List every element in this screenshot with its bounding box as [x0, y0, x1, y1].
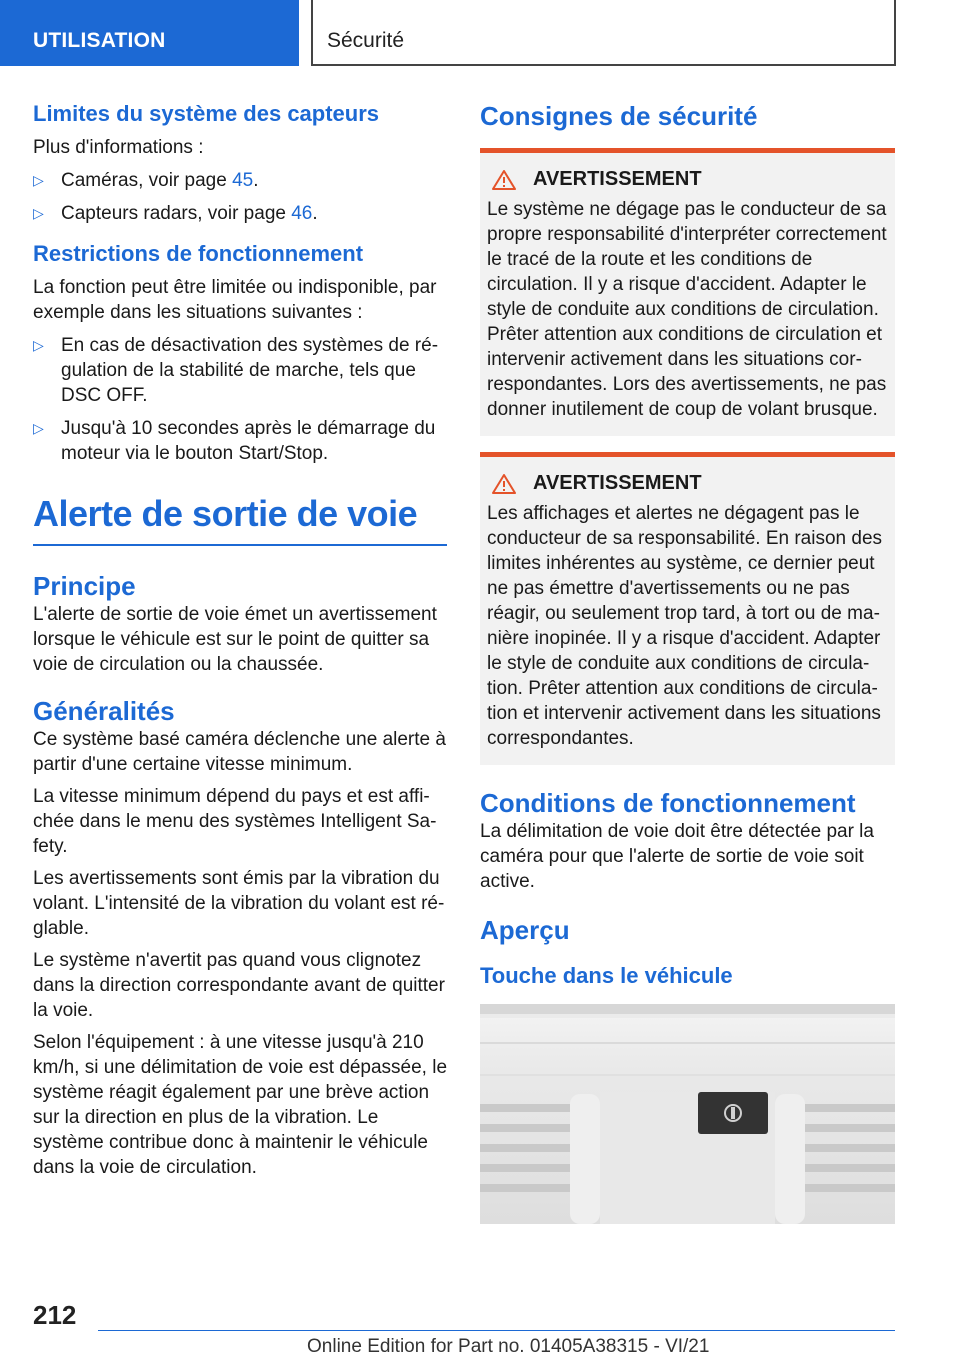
general-paragraph: Les avertissements sont émis par la vibration du volant. L'intensité de la vibration du volant est réglable. — [33, 868, 445, 939]
right-column — [480, 100, 895, 1224]
general-paragraph: Ce système basé caméra déclenche une alerte à partir d'une certaine vitesse minimum. — [33, 729, 446, 775]
edition-note: Online Edition for Part no. 01405A38315 - VI/21 — [307, 1336, 710, 1357]
warning-triangle-icon — [491, 473, 517, 495]
triangle-bullet-icon: ▷ — [33, 337, 44, 353]
triangle-bullet-icon: ▷ — [33, 172, 44, 188]
list-item: ▷ Jusqu'à 10 secondes après le démarrage du moteur via le bouton Start/Stop. — [33, 418, 436, 464]
section-tab[interactable] — [0, 0, 299, 66]
general-paragraph: Le système n'avertit pas quand vous clignotez dans la direction correspondante avant de quitter la voie. — [33, 950, 445, 1021]
page-number: 212 — [33, 1300, 77, 1330]
chapter-header — [311, 0, 896, 66]
conditions-heading: Conditions de fonctionnement — [480, 788, 856, 818]
warning-title — [487, 167, 887, 192]
limits-heading: Limites du système des capteurs — [33, 101, 380, 126]
touche-heading: Touche dans le véhicule — [480, 963, 733, 988]
list-item: ▷ Capteurs radars, voir page 46. — [33, 203, 318, 224]
general-paragraph: La vitesse minimum dépend du pays et est affichée dans le menu des systèmes Intelligent Safety. — [33, 786, 437, 857]
warning-text: Le système ne dégage pas le conducteur de sa propre responsabilité d'interpréter correctement le tracé de la route et les conditions de circulation. Il y a risque d'accident. Adapter le style de conduite aux conditions de circulation. Prêter attention aux conditions de circulation et intervenir activement dans les situations correspondantes. Lors des avertissements, ne pas donner inutilement de coup de volant brusque. — [487, 199, 887, 420]
list-item: ▷ Caméras, voir page 45. — [33, 170, 259, 191]
warning-triangle-icon — [491, 169, 517, 191]
footer-divider — [98, 1330, 895, 1331]
chapter-label: Sécurité — [327, 29, 405, 52]
triangle-bullet-icon: ▷ — [33, 420, 44, 436]
warning-box — [480, 452, 895, 765]
safety-heading: Consignes de sécurité — [480, 101, 758, 131]
vehicle-button-photo — [480, 1004, 895, 1224]
warning-box — [480, 148, 895, 436]
principe-heading: Principe — [33, 571, 136, 601]
main-title: Alerte de sortie de voie — [33, 493, 418, 534]
restrictions-heading: Restrictions de fonctionnement — [33, 241, 364, 266]
apercu-heading: Aperçu — [480, 915, 570, 945]
restrictions-list — [33, 333, 447, 466]
warning-text: Les affichages et alertes ne dégagent pas le conducteur de sa responsabilité. En raison des limites inhérentes au système, ce dernier peut ne pas émettre d'avertissements ou ne pas réagir, ou seulement trop tard, à tort ou de manière inopinée. Il y a risque d'accident. Adapter le style de conduite aux conditions de circulation. Prêter attention aux conditions de circulation et intervenir activement dans les situations correspondantes. — [487, 503, 883, 749]
principe-text: L'alerte de sortie de voie émet un avertissement lorsque le véhicule est sur le point de quitter sa voie de circulation ou la chaussée. — [33, 604, 437, 675]
general-paragraph: Selon l'équipement : à une vitesse jusqu'à 210 km/h, si une délimitation de voie est dépassée, le système réagit également par une brève action sur la direction en plus de la vibration. Le système contribue donc à maintenir le véhicule dans la voie de circulation. — [33, 1032, 448, 1178]
limits-list — [33, 168, 447, 226]
conditions-text: La délimitation de voie doit être détectée par la caméra pour que l'alerte de sortie de voie soit active. — [480, 821, 874, 892]
warning-title — [487, 471, 887, 496]
left-column — [33, 100, 447, 1180]
warning-label: AVERTISSEMENT — [533, 168, 702, 190]
warning-label: AVERTISSEMENT — [533, 472, 702, 494]
limits-intro: Plus d'informations : — [33, 137, 204, 158]
section-label: UTILISATION — [33, 29, 166, 52]
restrictions-intro: La fonction peut être limitée ou indisponible, par exemple dans les situations suivantes : — [33, 277, 437, 323]
list-item: ▷ En cas de désactivation des systèmes de régulation de la stabilité de marche, tels que DSC OFF. — [33, 335, 439, 406]
generalites-heading: Généralités — [33, 696, 175, 726]
triangle-bullet-icon: ▷ — [33, 205, 44, 221]
page-link-radars[interactable]: 46 — [291, 203, 313, 224]
page-link-cameras[interactable]: 45 — [232, 170, 254, 191]
